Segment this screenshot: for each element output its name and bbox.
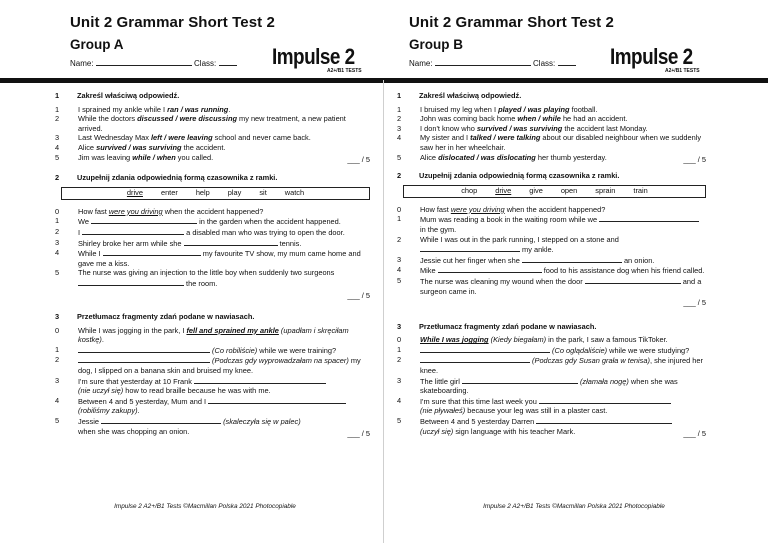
answer-blank[interactable] [103,248,201,256]
list-item: 3 Jessie cut her finger when she an onion. [397,254,655,265]
answer-blank[interactable] [208,396,346,404]
list-item: 1 I sprained my ankle while I ran / was running. [55,104,231,114]
task-3-heading: 3 Przetłumacz fragmenty zdań podane w nawiasach. [55,312,255,322]
list-item: 1 Mum was reading a book in the waiting room while we in the gym. [397,214,706,234]
list-item: 3 Shirley broke her arm while she tennis. [55,237,302,248]
list-item: 4 While I my favourite TV show, my mum came home and gave me a kiss. [55,248,361,268]
task-1-heading: 1 Zakreśl właściwą odpowiedź. [55,91,180,100]
class-field[interactable] [558,57,576,66]
task-2-heading: 2 Uzupełnij zdania odpowiednią formą czasownika z ramki. [55,173,278,183]
logo-subtitle: A2+/B1 TESTS [665,68,700,74]
test-body [397,91,706,438]
answer-blank[interactable] [462,376,578,384]
list-item: 3 The little girl (złamała nogę) when she was skateboarding. [397,375,678,396]
impulse-logo: Impulse 2 [272,44,355,69]
unit-title: Unit 2 Grammar Short Test 2 [70,14,275,31]
page-footer: Impulse 2 A2+/B1 Tests ©Macmillan Polska 2021 Photocopiable [483,503,665,510]
answer-option[interactable]: talked / were talking [470,133,541,143]
answer-option[interactable]: dislocated / was dislocating [438,152,536,162]
test-page-group-b [384,0,768,543]
list-item: 4 Between 4 and 5 yesterday, Mum and I (robiliśmy zakupy). [55,396,370,416]
word-chip: open [560,186,578,196]
score-box[interactable]: ___ / 5 [683,154,706,164]
score-box[interactable]: ___ / 5 [347,290,370,300]
task-2-heading: 2 Uzupełnij zdania odpowiednią formą czasownika z ramki. [397,171,620,181]
answer-blank[interactable] [539,396,671,404]
task-1-items [55,105,370,165]
answer-option[interactable]: while / when [132,152,176,162]
word-chip: drive [495,186,512,196]
task-3-items [55,326,370,439]
word-chip: enter [160,188,178,198]
list-item: 5 Alice dislocated / was dislocating her thumb yesterday. ___ / 5 [397,152,706,164]
example-item: 0 How fast were you driving when the accident happened? [397,204,606,214]
answer-option[interactable]: survived / was surviving [96,142,182,152]
word-chip: watch [284,188,305,198]
class-field[interactable] [219,57,237,66]
word-chip: train [633,186,648,196]
list-item: 4 I'm sure that this time last week you (nie pływałeś) because your leg was still in a plaster cast. [397,396,706,416]
group-title: Group B [409,37,463,52]
list-item: 1 We in the garden when the accident happened. [55,216,341,227]
answer-blank[interactable] [438,265,542,273]
score-box[interactable]: ___ / 5 [683,428,706,438]
class-label: Class: [533,59,556,68]
word-chip: play [227,188,242,198]
task-3-items [397,335,706,438]
list-item: 2 John was coming back home when / while he had an accident. [397,114,628,124]
answer-blank[interactable] [91,216,197,224]
answer-blank[interactable] [536,416,672,424]
word-chip: sprain [595,186,616,196]
test-body [55,91,370,438]
answer-blank[interactable] [599,214,699,222]
list-item: 5 Jessie (skaleczyła się w palec) when she was chopping an onion. ___ / 5 [55,416,370,438]
page-footer: Impulse 2 A2+/B1 Tests ©Macmillan Polska 2021 Photocopiable [114,503,296,510]
name-field[interactable] [435,57,531,66]
score-box[interactable]: ___ / 5 [347,428,370,438]
unit-title: Unit 2 Grammar Short Test 2 [409,14,614,31]
task-3-heading: 3 Przetłumacz fragmenty zdań podane w nawiasach. [397,321,597,331]
impulse-logo: Impulse 2 [610,44,693,69]
word-chip: help [195,188,210,198]
word-chip: drive [126,188,143,198]
list-item: 1 (Co oglądaliście) while we were studying? [397,344,690,355]
answer-blank[interactable] [78,278,184,286]
word-chip: give [529,186,543,196]
name-label: Name: [70,59,94,68]
list-item: 2 (Podczas gdy wyprowadzałam na spacer) my dog, I slipped on a banana skin and bruised my knee. [55,355,361,376]
example-item: 0 While I was jogging in the park, I fell and sprained my ankle (upadłam i skręciłam kostkę). [55,325,349,345]
answer-option[interactable]: discussed / were discussing [137,114,237,124]
test-header [384,0,768,80]
list-item: 5 Jim was leaving while / when you called. ___ / 5 [55,152,370,164]
answer-blank[interactable] [420,244,520,252]
example-item: 0 While I was jogging (Kiedy biegałam) in the park, I saw a famous TikToker. [397,335,668,345]
name-class-line [70,57,237,68]
task-1-heading: 1 Zakreśl właściwą odpowiedź. [397,91,522,100]
list-item: 4 Mike food to his assistance dog when his friend called. [397,265,705,276]
score-box[interactable]: ___ / 5 [347,154,370,164]
answer-blank[interactable] [78,355,210,363]
word-chip: chop [461,186,478,196]
list-item: 1 (Co robiliście) while we were training? [55,344,337,355]
answer-blank[interactable] [420,355,530,363]
name-label: Name: [409,59,433,68]
example-item: 0 How fast were you driving when the accident happened? [55,206,264,216]
list-item: 5 The nurse was cleaning my wound when the door and a surgeon came in. ___ / 5 [397,275,706,308]
word-box [61,187,370,200]
task-2-items [397,205,706,308]
list-item: 4 Alice survived / was surviving the accident. [55,142,226,152]
list-item: 4 My sister and I talked / were talking about our disabled neighbour when we suddenly saw her in her wheelchair. [397,133,702,152]
name-class-line [409,57,576,68]
list-item: 5 The nurse was giving an injection to the little boy when suddenly two surgeons the room. ___ / 5 [55,268,370,300]
list-item: 5 Between 4 and 5 yesterday Darren (uczył się) sign language with his teacher Mark. ___ / 5 [397,416,706,438]
answer-blank[interactable] [585,276,681,284]
class-label: Class: [194,59,217,68]
list-item: 2 I a disabled man who was trying to open the door. [55,226,345,237]
word-box [403,185,706,198]
logo-subtitle: A2+/B1 TESTS [327,68,362,74]
list-item: 2 (Podczas gdy Susan grała w tenisa), she injured her knee. [397,355,703,376]
list-item: 2 While the doctors discussed / were discussing my new treatment, a new patient arrived. [55,114,346,133]
score-box[interactable]: ___ / 5 [683,298,706,308]
answer-blank[interactable] [101,416,221,424]
answer-option[interactable]: left / were leaving [151,133,213,143]
word-chip: sit [259,188,267,198]
answer-blank[interactable] [194,376,326,384]
task-1-items [397,105,706,165]
answer-option[interactable]: ran / was running [167,104,229,114]
list-item: 2 While I was out in the park running, I stepped on a stone and my ankle. [397,234,619,255]
answer-blank[interactable] [522,255,622,263]
test-header [0,0,384,80]
answer-blank[interactable] [78,345,210,353]
list-item: 3 I don't know who survived / was surviving the accident last Monday. [397,123,648,133]
answer-blank[interactable] [184,238,278,246]
name-field[interactable] [96,57,192,66]
task-2-items [55,207,370,300]
answer-blank[interactable] [82,227,184,235]
answer-option[interactable]: played / was playing [498,104,570,114]
list-item: 3 I'm sure that yesterday at 10 Frank (nie uczył się) how to read braille because he was with me. [55,376,370,396]
answer-option[interactable]: when / while [517,114,561,124]
list-item: 3 Last Wednesday Max left / were leaving school and never came back. [55,133,311,143]
list-item: 1 I bruised my leg when I played / was playing football. [397,104,598,114]
group-title: Group A [70,37,124,52]
answer-blank[interactable] [420,345,550,353]
answer-option[interactable]: survived / was surviving [476,123,563,133]
